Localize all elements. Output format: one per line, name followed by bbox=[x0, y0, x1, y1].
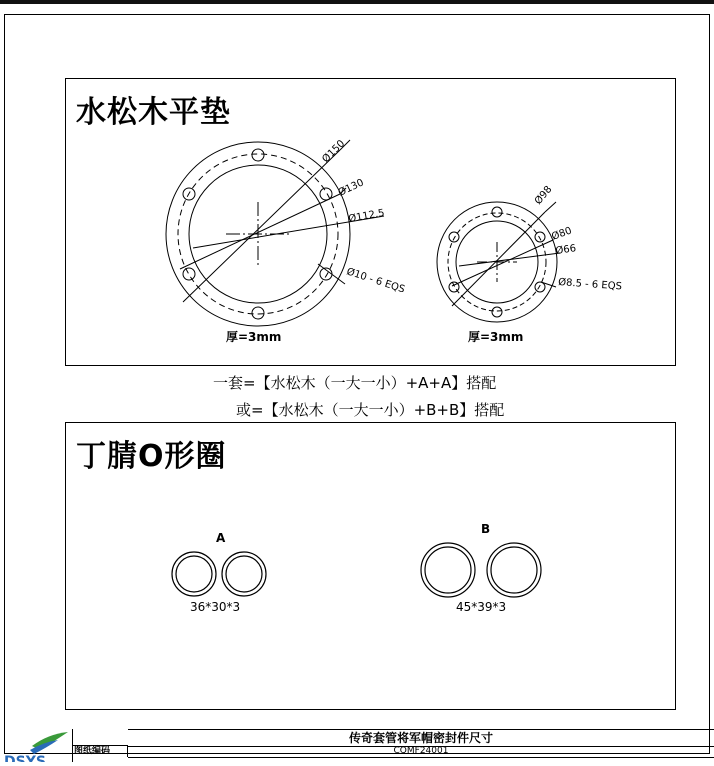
right-bolt-hole bbox=[449, 232, 459, 242]
left-gasket-drawing bbox=[166, 140, 384, 326]
right-bolt-hole bbox=[535, 232, 545, 242]
right-dim-leader-98 bbox=[545, 202, 556, 212]
svg-text:DSYS: DSYS bbox=[4, 754, 46, 762]
drawing-title: 传奇套管将军帽密封件尺寸 bbox=[128, 729, 714, 747]
cork-gasket-title: 水松木平垫 bbox=[76, 95, 231, 130]
left-dim-130: Ø130 bbox=[336, 177, 366, 199]
left-thickness-label: 厚=3mm bbox=[226, 330, 282, 344]
right-dim-line-98 bbox=[452, 212, 545, 306]
set-note-1: 一套=【水松木（一大一小）+A+A】搭配 bbox=[213, 374, 497, 392]
drawing-code-label: 图纸编码 bbox=[72, 745, 128, 757]
drawing-code-value: CQMF24001 bbox=[128, 745, 714, 758]
left-dim-line-130 bbox=[180, 194, 340, 269]
ring-b-size: 45*39*3 bbox=[456, 600, 507, 614]
right-gasket-drawing bbox=[437, 202, 560, 322]
left-dim-112: Ø112.5 bbox=[347, 207, 386, 225]
o-ring-panel bbox=[65, 422, 676, 710]
right-gasket-labels bbox=[468, 183, 622, 344]
ring-a-size: 36*30*3 bbox=[190, 600, 241, 614]
right-bolt-hole bbox=[535, 282, 545, 292]
set-note-2: 或=【水松木（一大一小）+B+B】搭配 bbox=[236, 401, 505, 419]
company-logo bbox=[0, 728, 72, 762]
right-dim-80: Ø80 bbox=[550, 225, 574, 243]
right-bolt-hole bbox=[492, 307, 502, 317]
right-bolt-hole bbox=[492, 207, 502, 217]
ring-b-label: B bbox=[481, 522, 491, 536]
ring-a-label: A bbox=[216, 531, 226, 545]
right-dim-98: Ø98 bbox=[532, 184, 555, 207]
logo-icon bbox=[0, 728, 72, 762]
left-bolt-hole bbox=[183, 268, 195, 280]
left-bolt-hole bbox=[252, 307, 264, 319]
right-dim-line-66 bbox=[459, 253, 560, 266]
right-dim-66: Ø66 bbox=[554, 243, 577, 257]
right-thickness-label: 厚=3mm bbox=[468, 330, 524, 344]
left-gasket-labels bbox=[226, 138, 406, 344]
left-dim-150: Ø150 bbox=[320, 138, 348, 166]
left-bolt-hole bbox=[252, 149, 264, 161]
right-dim-holes: Ø8.5 - 6 EQS bbox=[557, 277, 623, 293]
left-dim-holes: Ø10 - 6 EQS bbox=[345, 266, 407, 296]
o-ring-title: 丁腈O形圈 bbox=[76, 439, 227, 474]
